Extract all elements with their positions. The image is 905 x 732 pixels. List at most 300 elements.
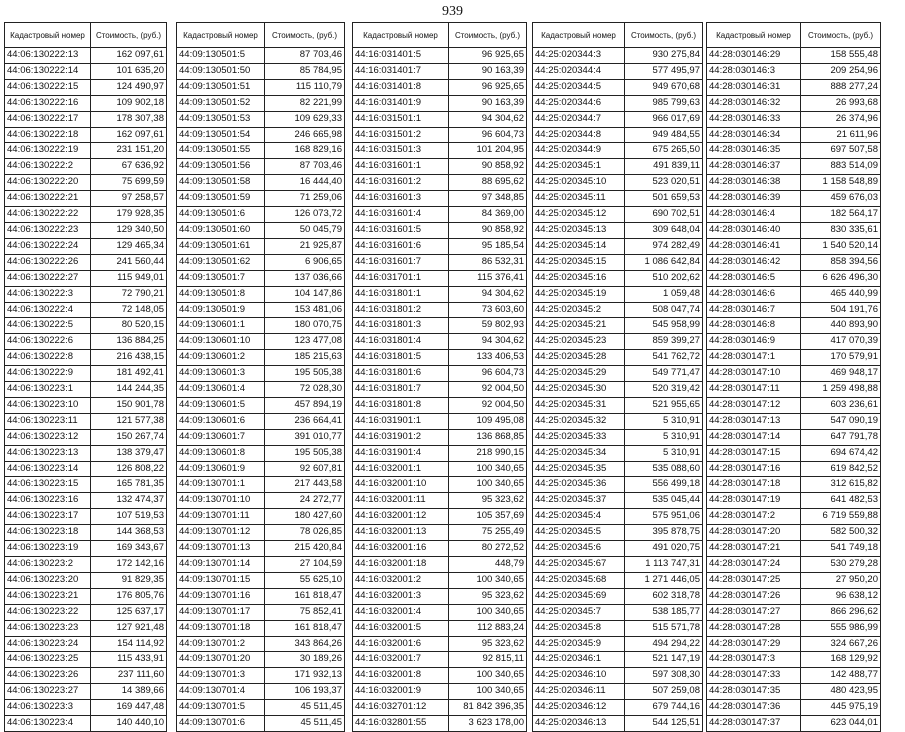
cadastral-number-cell: 44:09:130601:1 — [177, 318, 265, 334]
cost-cell: 521 955,65 — [625, 397, 703, 413]
table-row — [177, 111, 345, 127]
cadastral-number-cell: 44:06:130223:18 — [5, 525, 91, 541]
cadastral-number-cell: 44:09:130501:5 — [177, 48, 265, 64]
table-row — [707, 111, 881, 127]
cadastral-table-1 — [4, 22, 167, 732]
cost-cell: 859 399,27 — [625, 334, 703, 350]
cadastral-number-cell: 44:16:031901:1 — [353, 413, 449, 429]
cadastral-number-cell: 44:09:130701:6 — [177, 716, 265, 732]
table-header-row — [177, 23, 345, 48]
table-row — [533, 111, 703, 127]
table-row — [5, 238, 167, 254]
cost-cell: 153 481,06 — [265, 302, 345, 318]
cost-cell: 67 636,92 — [91, 159, 167, 175]
cadastral-number-cell: 44:09:130501:52 — [177, 95, 265, 111]
cost-cell: 541 749,18 — [801, 541, 881, 557]
cadastral-number-cell: 44:09:130601:2 — [177, 350, 265, 366]
table-row — [5, 222, 167, 238]
table-row — [5, 445, 167, 461]
table-row — [177, 397, 345, 413]
cost-cell: 75 699,59 — [91, 175, 167, 191]
cost-cell: 858 394,56 — [801, 254, 881, 270]
cost-cell: 694 674,42 — [801, 445, 881, 461]
table-row — [707, 63, 881, 79]
cost-cell: 597 308,30 — [625, 668, 703, 684]
cost-cell: 142 488,77 — [801, 668, 881, 684]
cost-cell: 123 477,08 — [265, 334, 345, 350]
table-row — [533, 318, 703, 334]
cost-cell: 88 695,62 — [449, 175, 527, 191]
table-row — [353, 111, 527, 127]
cadastral-number-cell: 44:28:030146:40 — [707, 222, 801, 238]
cadastral-number-cell: 44:09:130501:6 — [177, 207, 265, 223]
cost-cell: 95 323,62 — [449, 493, 527, 509]
header-cost: Стоимость, (руб.) — [449, 23, 527, 48]
cadastral-number-cell: 44:28:030146:38 — [707, 175, 801, 191]
table-row — [707, 207, 881, 223]
cost-cell: 115 949,01 — [91, 270, 167, 286]
table-row — [177, 572, 345, 588]
cadastral-number-cell: 44:06:130223:14 — [5, 461, 91, 477]
cost-cell: 647 791,78 — [801, 429, 881, 445]
cost-cell: 59 802,93 — [449, 318, 527, 334]
cadastral-number-cell: 44:06:130222:3 — [5, 286, 91, 302]
cadastral-number-cell: 44:06:130223:19 — [5, 541, 91, 557]
cost-cell: 26 374,96 — [801, 111, 881, 127]
cadastral-number-cell: 44:16:032001:11 — [353, 493, 449, 509]
cost-cell: 883 514,09 — [801, 159, 881, 175]
table-row — [353, 604, 527, 620]
table-row — [5, 366, 167, 382]
table-row — [707, 668, 881, 684]
cost-cell: 92 004,50 — [449, 382, 527, 398]
table-row — [533, 413, 703, 429]
table-row — [707, 159, 881, 175]
cadastral-number-cell: 44:28:030146:29 — [707, 48, 801, 64]
cadastral-number-cell: 44:25:020345:2 — [533, 302, 625, 318]
cadastral-number-cell: 44:06:130222:14 — [5, 63, 91, 79]
table-row — [353, 334, 527, 350]
cost-cell: 541 762,72 — [625, 350, 703, 366]
table-row — [5, 636, 167, 652]
table-row — [177, 191, 345, 207]
cost-cell: 530 279,28 — [801, 557, 881, 573]
cadastral-table-3 — [352, 22, 527, 732]
table-row — [5, 143, 167, 159]
cadastral-number-cell: 44:16:032001:2 — [353, 572, 449, 588]
table-row — [177, 382, 345, 398]
cost-cell: 241 560,44 — [91, 254, 167, 270]
table-header-row — [533, 23, 703, 48]
table-row — [353, 429, 527, 445]
cost-cell: 575 951,06 — [625, 509, 703, 525]
table-row — [707, 477, 881, 493]
cadastral-number-cell: 44:06:130223:1 — [5, 382, 91, 398]
cadastral-number-cell: 44:16:032001:9 — [353, 684, 449, 700]
table-row — [533, 254, 703, 270]
cost-cell: 126 073,72 — [265, 207, 345, 223]
table-row — [353, 493, 527, 509]
cadastral-number-cell: 44:28:030147:16 — [707, 461, 801, 477]
cadastral-number-cell: 44:25:020346:12 — [533, 700, 625, 716]
table-row — [5, 191, 167, 207]
cost-cell: 697 507,58 — [801, 143, 881, 159]
cost-cell: 556 499,18 — [625, 477, 703, 493]
cadastral-number-cell: 44:16:032001:18 — [353, 557, 449, 573]
table-row — [5, 668, 167, 684]
table-row — [177, 588, 345, 604]
cadastral-number-cell: 44:16:031401:9 — [353, 95, 449, 111]
cadastral-number-cell: 44:25:020345:31 — [533, 397, 625, 413]
cost-cell: 90 858,92 — [449, 222, 527, 238]
cadastral-number-cell: 44:28:030147:27 — [707, 604, 801, 620]
cost-cell: 72 790,21 — [91, 286, 167, 302]
cadastral-number-cell: 44:28:030146:39 — [707, 191, 801, 207]
cost-cell: 90 163,39 — [449, 63, 527, 79]
cost-cell: 494 294,22 — [625, 636, 703, 652]
table-row — [707, 413, 881, 429]
cadastral-number-cell: 44:06:130223:27 — [5, 684, 91, 700]
table-row — [707, 684, 881, 700]
cost-cell: 96 604,73 — [449, 127, 527, 143]
table-row — [707, 604, 881, 620]
table-row — [5, 477, 167, 493]
cost-cell: 169 343,67 — [91, 541, 167, 557]
cost-cell: 6 626 496,30 — [801, 270, 881, 286]
table-row — [177, 668, 345, 684]
cadastral-number-cell: 44:06:130222:17 — [5, 111, 91, 127]
page-number: 939 — [442, 4, 463, 19]
cost-cell: 105 357,69 — [449, 509, 527, 525]
cadastral-number-cell: 44:28:030146:6 — [707, 286, 801, 302]
table-row — [707, 445, 881, 461]
cost-cell: 457 894,19 — [265, 397, 345, 413]
cost-cell: 1 271 446,05 — [625, 572, 703, 588]
table-row — [533, 668, 703, 684]
cost-cell: 582 500,32 — [801, 525, 881, 541]
cost-cell: 95 323,62 — [449, 588, 527, 604]
cost-cell: 161 818,47 — [265, 620, 345, 636]
table-row — [177, 238, 345, 254]
table-row — [177, 413, 345, 429]
cadastral-number-cell: 44:16:031501:1 — [353, 111, 449, 127]
table-row — [5, 286, 167, 302]
cadastral-number-cell: 44:16:031901:2 — [353, 429, 449, 445]
cost-cell: 535 045,44 — [625, 493, 703, 509]
cadastral-number-cell: 44:09:130601:3 — [177, 366, 265, 382]
table-row — [707, 95, 881, 111]
table-row — [353, 191, 527, 207]
cadastral-number-cell: 44:28:030147:10 — [707, 366, 801, 382]
cost-cell: 504 191,76 — [801, 302, 881, 318]
cost-cell: 161 818,47 — [265, 588, 345, 604]
table-row — [707, 175, 881, 191]
cadastral-number-cell: 44:16:031601:1 — [353, 159, 449, 175]
cadastral-number-cell: 44:25:020345:9 — [533, 636, 625, 652]
cost-cell: 949 484,55 — [625, 127, 703, 143]
cadastral-number-cell: 44:09:130601:10 — [177, 334, 265, 350]
table-row — [5, 318, 167, 334]
table-row — [533, 604, 703, 620]
table-row — [177, 477, 345, 493]
cadastral-number-cell: 44:28:030147:21 — [707, 541, 801, 557]
cost-cell: 217 443,58 — [265, 477, 345, 493]
cost-cell: 391 010,77 — [265, 429, 345, 445]
cost-cell: 96 925,65 — [449, 48, 527, 64]
cadastral-number-cell: 44:25:020345:34 — [533, 445, 625, 461]
cadastral-number-cell: 44:16:032001:6 — [353, 636, 449, 652]
cadastral-number-cell: 44:16:031601:3 — [353, 191, 449, 207]
cost-cell: 55 625,10 — [265, 572, 345, 588]
cadastral-number-cell: 44:09:130501:7 — [177, 270, 265, 286]
table-row — [177, 286, 345, 302]
cadastral-number-cell: 44:16:032701:12 — [353, 700, 449, 716]
cadastral-number-cell: 44:06:130222:27 — [5, 270, 91, 286]
cost-cell: 966 017,69 — [625, 111, 703, 127]
cost-cell: 312 615,82 — [801, 477, 881, 493]
table-row — [533, 572, 703, 588]
cost-cell: 195 505,38 — [265, 366, 345, 382]
table-row — [533, 461, 703, 477]
cost-cell: 109 495,08 — [449, 413, 527, 429]
cadastral-number-cell: 44:06:130223:23 — [5, 620, 91, 636]
cost-cell: 133 406,53 — [449, 350, 527, 366]
cost-cell: 176 805,76 — [91, 588, 167, 604]
table-row — [353, 413, 527, 429]
cadastral-number-cell: 44:28:030147:14 — [707, 429, 801, 445]
table-row — [707, 541, 881, 557]
cost-cell: 72 148,05 — [91, 302, 167, 318]
cost-cell: 974 282,49 — [625, 238, 703, 254]
cost-cell: 72 028,30 — [265, 382, 345, 398]
cost-cell: 538 185,77 — [625, 604, 703, 620]
table-row — [533, 127, 703, 143]
cadastral-number-cell: 44:09:130501:9 — [177, 302, 265, 318]
table-row — [353, 238, 527, 254]
cadastral-number-cell: 44:06:130222:4 — [5, 302, 91, 318]
header-cadastral-number: Кадастровый номер — [533, 23, 625, 48]
cost-cell: 501 659,53 — [625, 191, 703, 207]
cost-cell: 100 340,65 — [449, 477, 527, 493]
cadastral-number-cell: 44:28:030147:35 — [707, 684, 801, 700]
cadastral-number-cell: 44:09:130701:16 — [177, 588, 265, 604]
cadastral-number-cell: 44:16:031601:4 — [353, 207, 449, 223]
cadastral-number-cell: 44:28:030146:8 — [707, 318, 801, 334]
table-row — [533, 302, 703, 318]
table-row — [5, 254, 167, 270]
table-row — [707, 382, 881, 398]
cadastral-number-cell: 44:16:032001:12 — [353, 509, 449, 525]
cadastral-number-cell: 44:06:130222:5 — [5, 318, 91, 334]
cost-cell: 930 275,84 — [625, 48, 703, 64]
cost-cell: 75 255,49 — [449, 525, 527, 541]
cadastral-number-cell: 44:25:020345:10 — [533, 175, 625, 191]
cadastral-number-cell: 44:16:031601:5 — [353, 222, 449, 238]
cost-cell: 440 893,90 — [801, 318, 881, 334]
cost-cell: 136 868,85 — [449, 429, 527, 445]
table-row — [5, 461, 167, 477]
table-row — [177, 270, 345, 286]
cost-cell: 830 335,61 — [801, 222, 881, 238]
cost-cell: 127 921,48 — [91, 620, 167, 636]
cadastral-number-cell: 44:25:020344:8 — [533, 127, 625, 143]
table-row — [533, 207, 703, 223]
cadastral-number-cell: 44:28:030146:37 — [707, 159, 801, 175]
cadastral-number-cell: 44:09:130501:60 — [177, 222, 265, 238]
cadastral-number-cell: 44:28:030147:3 — [707, 652, 801, 668]
cost-cell: 107 519,53 — [91, 509, 167, 525]
cadastral-number-cell: 44:16:032001:7 — [353, 652, 449, 668]
cadastral-table-2 — [176, 22, 345, 732]
cost-cell: 985 799,63 — [625, 95, 703, 111]
cadastral-number-cell: 44:25:020344:6 — [533, 95, 625, 111]
cadastral-number-cell: 44:09:130501:62 — [177, 254, 265, 270]
cadastral-number-cell: 44:09:130701:5 — [177, 700, 265, 716]
cadastral-number-cell: 44:25:020345:32 — [533, 413, 625, 429]
table-row — [707, 302, 881, 318]
cost-cell: 5 310,91 — [625, 445, 703, 461]
cost-cell: 1 158 548,89 — [801, 175, 881, 191]
cost-cell: 162 097,61 — [91, 48, 167, 64]
table-row — [5, 604, 167, 620]
header-cadastral-number: Кадастровый номер — [5, 23, 91, 48]
cost-cell: 100 340,65 — [449, 572, 527, 588]
cost-cell: 45 511,45 — [265, 716, 345, 732]
cost-cell: 14 389,66 — [91, 684, 167, 700]
cadastral-number-cell: 44:09:130501:61 — [177, 238, 265, 254]
cost-cell: 50 045,79 — [265, 222, 345, 238]
cost-cell: 888 277,24 — [801, 79, 881, 95]
cadastral-number-cell: 44:16:031501:3 — [353, 143, 449, 159]
cost-cell: 115 433,91 — [91, 652, 167, 668]
cost-cell: 162 097,61 — [91, 127, 167, 143]
cost-cell: 246 665,98 — [265, 127, 345, 143]
cadastral-number-cell: 44:09:130501:50 — [177, 63, 265, 79]
cost-cell: 603 236,61 — [801, 397, 881, 413]
table-row — [707, 366, 881, 382]
cadastral-number-cell: 44:09:130501:51 — [177, 79, 265, 95]
cost-cell: 97 258,57 — [91, 191, 167, 207]
table-row — [707, 461, 881, 477]
table-row — [353, 668, 527, 684]
table-row — [353, 509, 527, 525]
table-row — [177, 445, 345, 461]
table-row — [353, 461, 527, 477]
cadastral-number-cell: 44:09:130601:6 — [177, 413, 265, 429]
table-row — [707, 509, 881, 525]
table-row — [353, 525, 527, 541]
table-row — [177, 48, 345, 64]
cadastral-number-cell: 44:28:030147:29 — [707, 636, 801, 652]
table-row — [353, 700, 527, 716]
table-row — [707, 48, 881, 64]
cost-cell: 78 026,85 — [265, 525, 345, 541]
table-row — [177, 95, 345, 111]
cadastral-number-cell: 44:09:130501:55 — [177, 143, 265, 159]
table-row — [707, 270, 881, 286]
table-row — [353, 159, 527, 175]
cost-cell: 491 839,11 — [625, 159, 703, 175]
cadastral-number-cell: 44:25:020345:28 — [533, 350, 625, 366]
cost-cell: 445 975,19 — [801, 700, 881, 716]
cost-cell: 80 272,52 — [449, 541, 527, 557]
table-row — [533, 270, 703, 286]
cadastral-number-cell: 44:06:130223:15 — [5, 477, 91, 493]
table-row — [5, 334, 167, 350]
cost-cell: 158 555,48 — [801, 48, 881, 64]
cadastral-table-5 — [706, 22, 881, 732]
cadastral-number-cell: 44:16:032801:55 — [353, 716, 449, 732]
cadastral-number-cell: 44:06:130223:13 — [5, 445, 91, 461]
cost-cell: 87 703,46 — [265, 159, 345, 175]
cadastral-number-cell: 44:25:020344:5 — [533, 79, 625, 95]
cadastral-number-cell: 44:16:031801:1 — [353, 286, 449, 302]
cadastral-number-cell: 44:16:031801:5 — [353, 350, 449, 366]
cadastral-number-cell: 44:16:031401:7 — [353, 63, 449, 79]
cadastral-number-cell: 44:28:030146:4 — [707, 207, 801, 223]
cadastral-number-cell: 44:25:020346:10 — [533, 668, 625, 684]
table-row — [5, 48, 167, 64]
cost-cell: 623 044,01 — [801, 716, 881, 732]
cadastral-number-cell: 44:25:020346:1 — [533, 652, 625, 668]
cost-cell: 92 004,50 — [449, 397, 527, 413]
table-row — [5, 541, 167, 557]
table-row — [177, 222, 345, 238]
cadastral-number-cell: 44:28:030146:31 — [707, 79, 801, 95]
cost-cell: 6 719 559,88 — [801, 509, 881, 525]
cost-cell: 100 340,65 — [449, 668, 527, 684]
cadastral-number-cell: 44:25:020345:36 — [533, 477, 625, 493]
table-row — [5, 525, 167, 541]
cost-cell: 170 579,91 — [801, 350, 881, 366]
table-row — [5, 493, 167, 509]
cadastral-number-cell: 44:16:032001:5 — [353, 620, 449, 636]
cadastral-number-cell: 44:16:031401:5 — [353, 48, 449, 64]
cadastral-number-cell: 44:28:030146:5 — [707, 270, 801, 286]
cadastral-number-cell: 44:28:030146:34 — [707, 127, 801, 143]
table-row — [177, 620, 345, 636]
cadastral-number-cell: 44:06:130223:10 — [5, 397, 91, 413]
cost-cell: 185 215,63 — [265, 350, 345, 366]
table-row — [5, 111, 167, 127]
cost-cell: 87 703,46 — [265, 48, 345, 64]
table-header-row — [707, 23, 881, 48]
cost-cell: 90 163,39 — [449, 95, 527, 111]
cost-cell: 6 906,65 — [265, 254, 345, 270]
cost-cell: 137 036,66 — [265, 270, 345, 286]
cost-cell: 100 340,65 — [449, 461, 527, 477]
cost-cell: 84 369,00 — [449, 207, 527, 223]
table-row — [707, 557, 881, 573]
cadastral-number-cell: 44:09:130701:2 — [177, 636, 265, 652]
cadastral-number-cell: 44:09:130701:4 — [177, 684, 265, 700]
table-row — [177, 159, 345, 175]
cadastral-number-cell: 44:25:020344:3 — [533, 48, 625, 64]
cost-cell: 520 319,42 — [625, 382, 703, 398]
cost-cell: 171 932,13 — [265, 668, 345, 684]
cost-cell: 168 129,92 — [801, 652, 881, 668]
table-row — [533, 620, 703, 636]
table-row — [707, 588, 881, 604]
table-row — [533, 700, 703, 716]
cadastral-number-cell: 44:09:130701:15 — [177, 572, 265, 588]
cost-cell: 150 901,78 — [91, 397, 167, 413]
cost-cell: 45 511,45 — [265, 700, 345, 716]
cadastral-number-cell: 44:06:130223:16 — [5, 493, 91, 509]
table-row — [177, 207, 345, 223]
cadastral-number-cell: 44:06:130222:21 — [5, 191, 91, 207]
cadastral-number-cell: 44:09:130701:13 — [177, 541, 265, 557]
